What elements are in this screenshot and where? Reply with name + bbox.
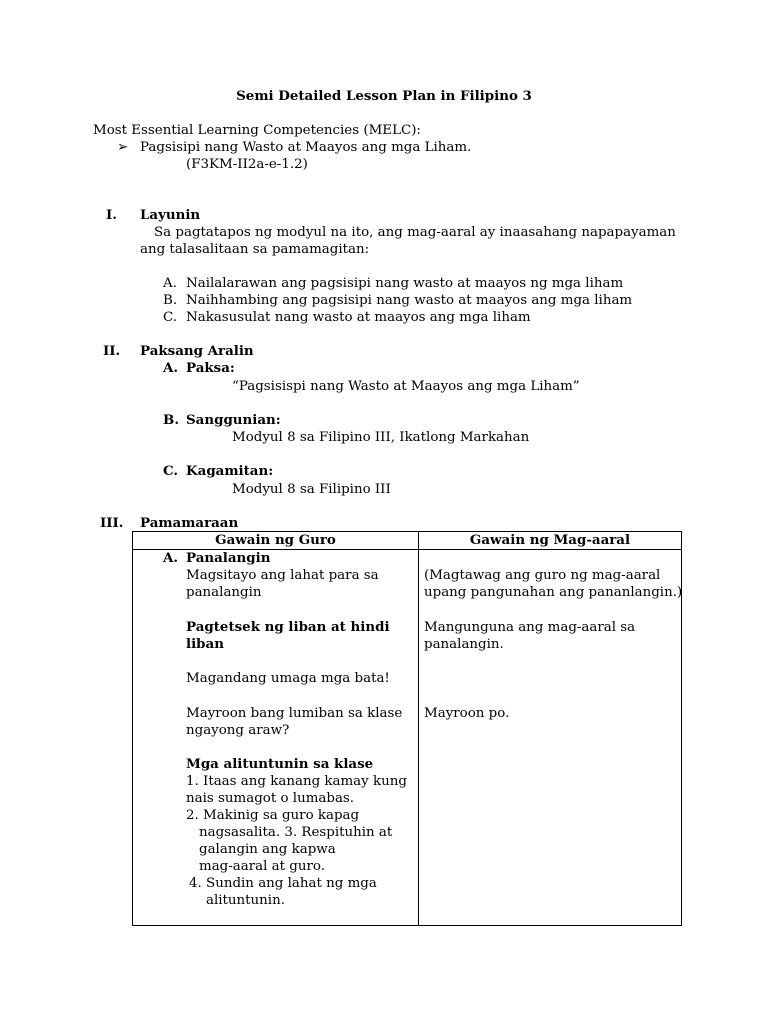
melc-item: Pagsisipi nang Wasto at Maayos ang mga Liham. (140, 140, 472, 155)
rules-heading: Mga alituntunin sa klase (186, 756, 374, 772)
procedure-table (132, 531, 682, 926)
attendance-label-line-2: liban (186, 636, 224, 652)
student-prayer-line-2: upang pangunahan ang pananlangin.) (424, 585, 683, 600)
rule-2-line-2: nagsasalita. 3. Respituhin at (199, 825, 393, 840)
sanggunian-label: Sanggunian: (186, 412, 281, 428)
section-1-intro-line-2: ang talasalitaan sa pamamagitan: (140, 242, 370, 257)
objective-b-text: Naihhambing ang pagsisipi nang wasto at maayos ang mga liham (186, 293, 633, 308)
kagamitan-label: Kagamitan: (186, 463, 274, 479)
rule-1-line-2: nais sumagot o lumabas. (186, 791, 355, 806)
section-1-heading: Layunin (140, 207, 201, 223)
objective-a-letter: A. (163, 276, 177, 291)
attendance-label-line-1: Pagtetsek ng liban at hindi (186, 619, 390, 635)
objective-c-letter: C. (163, 310, 178, 325)
melc-code: (F3KM-II2a-e-1.2) (186, 157, 308, 172)
rule-2-line-1: 2. Makinig sa guro kapag (186, 808, 360, 823)
panalangin-letter: A. (163, 550, 179, 566)
rule-4-line-1: 4. Sundin ang lahat ng mga (189, 876, 377, 891)
arrow-bullet-icon: ➢ (117, 140, 129, 155)
kagamitan-value: Modyul 8 sa Filipino III (232, 482, 391, 497)
section-3-heading: Pamamaraan (140, 515, 239, 531)
section-1-numeral: I. (106, 207, 117, 223)
page-title: Semi Detailed Lesson Plan in Filipino 3 (236, 88, 532, 104)
sanggunian-letter: B. (163, 412, 179, 428)
teacher-prayer-line-2: panalangin (186, 585, 262, 600)
rule-3-line-1: galangin ang kapwa (199, 842, 336, 857)
objective-c-text: Nakasusulat nang wasto at maayos ang mga liham (186, 310, 531, 325)
absent-question-line-1: Mayroon bang lumiban sa klase (186, 706, 403, 721)
rule-1-line-1: 1. Itaas ang kanang kamay kung (186, 774, 407, 789)
rule-3-line-2: mag-aaral at guro. (199, 859, 325, 874)
objective-a-text: Nailalarawan ang pagsisipi nang wasto at maayos ng mga liham (186, 276, 624, 291)
student-lead-line-1: Mangunguna ang mag-aaral sa (424, 620, 636, 635)
student-absent-answer: Mayroon po. (424, 706, 510, 721)
table-column-divider (418, 532, 419, 925)
melc-heading: Most Essential Learning Competencies (MELC): (93, 123, 421, 138)
paksa-label: Paksa: (186, 360, 235, 376)
student-column-header: Gawain ng Mag-aaral (469, 532, 631, 548)
teacher-prayer-line-1: Magsitayo ang lahat para sa (186, 568, 379, 583)
section-2-heading: Paksang Aralin (140, 343, 254, 359)
rule-4-line-2: alituntunin. (206, 893, 285, 908)
teacher-greeting: Magandang umaga mga bata! (186, 671, 390, 686)
paksa-value: “Pagsisispi nang Wasto at Maayos ang mga Liham” (232, 379, 580, 394)
section-2-numeral: II. (103, 343, 121, 359)
paksa-letter: A. (163, 360, 179, 376)
objective-b-letter: B. (163, 293, 178, 308)
kagamitan-letter: C. (163, 463, 179, 479)
panalangin-label: Panalangin (186, 550, 271, 566)
student-lead-line-2: panalangin. (424, 637, 504, 652)
section-3-numeral: III. (100, 515, 124, 531)
sanggunian-value: Modyul 8 sa Filipino III, Ikatlong Markahan (232, 430, 530, 445)
section-1-intro-line-1: Sa pagtatapos ng modyul na ito, ang mag-aaral ay inaasahang napapayaman (154, 225, 676, 240)
absent-question-line-2: ngayong araw? (186, 723, 290, 738)
student-prayer-line-1: (Magtawag ang guro ng mag-aaral (424, 568, 661, 583)
teacher-column-header: Gawain ng Guro (215, 532, 336, 548)
